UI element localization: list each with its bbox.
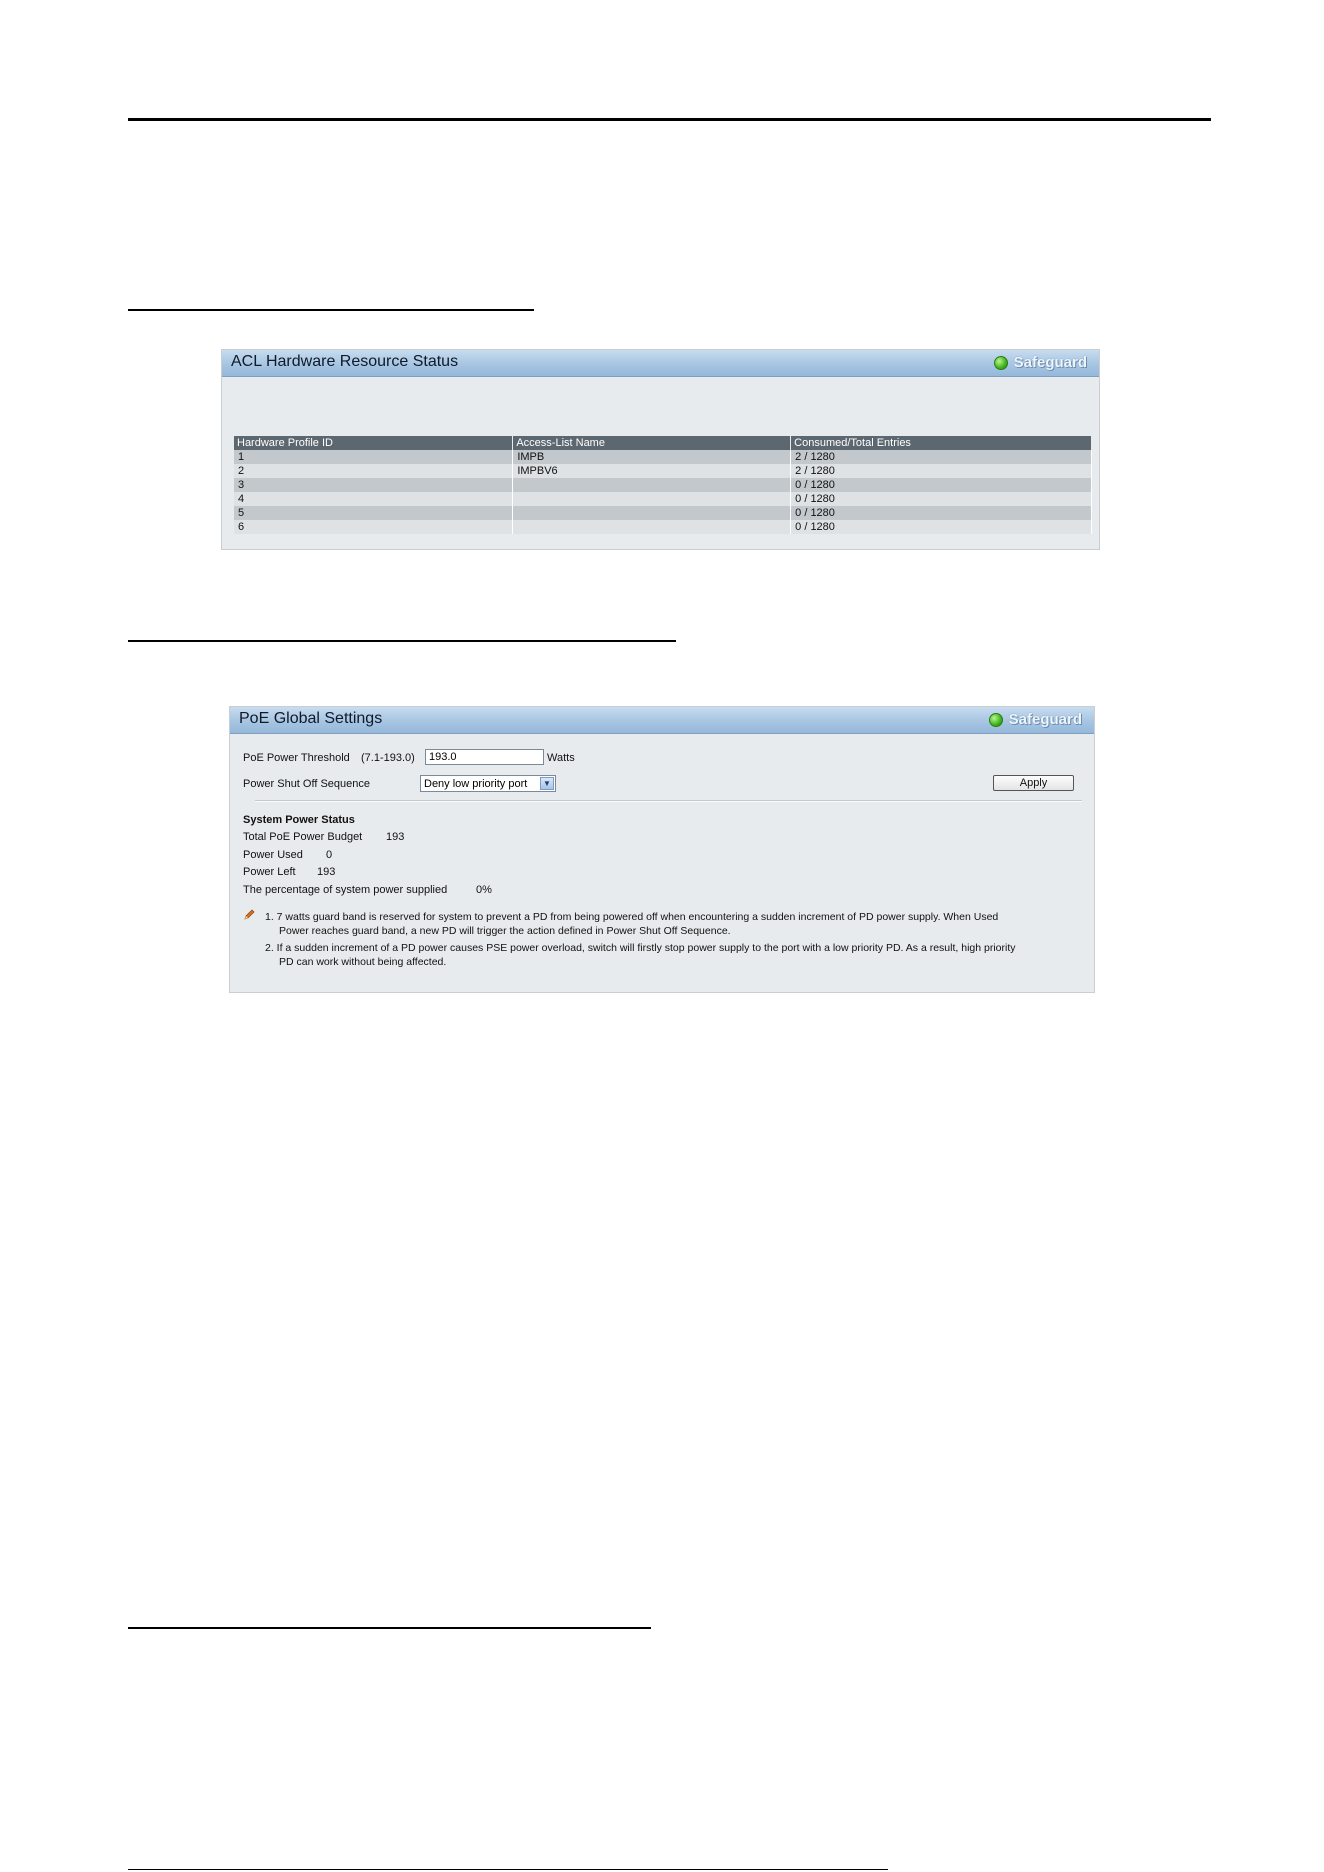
power-used-label: Power Used bbox=[243, 849, 303, 861]
profile-id-cell: 1 bbox=[234, 450, 513, 464]
entries-cell: 0 / 1280 bbox=[791, 520, 1092, 534]
acl-name-cell: IMPB bbox=[513, 450, 791, 464]
entries-cell: 2 / 1280 bbox=[791, 464, 1092, 478]
threshold-label: PoE Power Threshold bbox=[243, 752, 350, 764]
acl-name-cell: IMPBV6 bbox=[513, 464, 791, 478]
entries-cell: 0 / 1280 bbox=[791, 492, 1092, 506]
acl-name-cell bbox=[513, 506, 791, 520]
acl-resource-table bbox=[234, 436, 1092, 534]
profile-id-cell: 4 bbox=[234, 492, 513, 506]
profile-id-cell: 3 bbox=[234, 478, 513, 492]
column-header: Consumed/Total Entries bbox=[791, 436, 1092, 450]
green-dot-icon bbox=[994, 356, 1008, 370]
threshold-range: (7.1-193.0) bbox=[361, 752, 415, 764]
safeguard-label: Safeguard bbox=[1008, 711, 1082, 728]
table-header-row bbox=[234, 436, 1092, 450]
panel-header bbox=[222, 350, 1099, 377]
select-value: Deny low priority port bbox=[424, 777, 528, 790]
table-row bbox=[234, 506, 1092, 520]
total-budget-value: 193 bbox=[386, 831, 405, 843]
column-header: Hardware Profile ID bbox=[234, 436, 513, 450]
table-row bbox=[234, 492, 1092, 506]
note-line: PD can work without being affected. bbox=[279, 956, 447, 968]
acl-name-cell bbox=[513, 478, 791, 492]
column-header: Access-List Name bbox=[513, 436, 791, 450]
section-divider bbox=[255, 800, 1082, 802]
threshold-input[interactable] bbox=[425, 749, 544, 765]
panel-title: ACL Hardware Resource Status bbox=[231, 353, 459, 370]
panel-header bbox=[230, 707, 1094, 734]
table-row bbox=[234, 450, 1092, 464]
profile-id-cell: 5 bbox=[234, 506, 513, 520]
profile-id-cell: 2 bbox=[234, 464, 513, 478]
power-used-value: 0 bbox=[326, 849, 333, 861]
table-row bbox=[234, 464, 1092, 478]
acl-name-cell bbox=[513, 520, 791, 534]
section-rule bbox=[128, 309, 534, 311]
safeguard-indicator bbox=[994, 354, 1087, 371]
pencil-icon bbox=[243, 909, 255, 921]
green-dot-icon bbox=[989, 713, 1003, 727]
safeguard-indicator bbox=[989, 711, 1082, 728]
total-budget-label: Total PoE Power Budget bbox=[243, 831, 363, 843]
power-left-value: 193 bbox=[317, 866, 336, 878]
safeguard-label: Safeguard bbox=[1013, 354, 1087, 371]
note-line: 1. 7 watts guard band is reserved for system to prevent a PD from being powered off when encountering a sudden increment of PD power supply. When Used bbox=[265, 911, 999, 923]
note-line: 2. If a sudden increment of a PD power causes PSE power overload, switch will firstly stop power supply to the port with a low priority PD. As a result, high priority bbox=[265, 942, 1016, 954]
table-row bbox=[234, 478, 1092, 492]
entries-cell: 0 / 1280 bbox=[791, 478, 1092, 492]
profile-id-cell: 6 bbox=[234, 520, 513, 534]
panel-title: PoE Global Settings bbox=[239, 710, 383, 727]
chevron-down-icon[interactable]: ▼ bbox=[540, 777, 554, 790]
threshold-unit: Watts bbox=[547, 752, 575, 764]
table-row bbox=[234, 520, 1092, 534]
section-rule bbox=[128, 1627, 651, 1629]
power-percentage-label: The percentage of system power supplied bbox=[243, 884, 448, 896]
shutoff-sequence-select[interactable] bbox=[420, 775, 556, 792]
power-percentage-value: 0% bbox=[476, 884, 492, 896]
power-left-label: Power Left bbox=[243, 866, 296, 878]
note-line: Power reaches guard band, a new PD will trigger the action defined in Power Shut Off Sequence. bbox=[279, 925, 731, 937]
entries-cell: 2 / 1280 bbox=[791, 450, 1092, 464]
section-rule bbox=[128, 640, 676, 642]
system-power-status-heading: System Power Status bbox=[243, 814, 355, 826]
acl-name-cell bbox=[513, 492, 791, 506]
poe-global-settings-panel bbox=[229, 706, 1095, 993]
page-top-rule bbox=[128, 118, 1211, 121]
acl-hardware-resource-panel bbox=[221, 349, 1100, 550]
page-bottom-rule bbox=[128, 1869, 888, 1870]
apply-button[interactable]: Apply bbox=[993, 775, 1074, 791]
entries-cell: 0 / 1280 bbox=[791, 506, 1092, 520]
shutoff-sequence-label: Power Shut Off Sequence bbox=[243, 778, 370, 790]
